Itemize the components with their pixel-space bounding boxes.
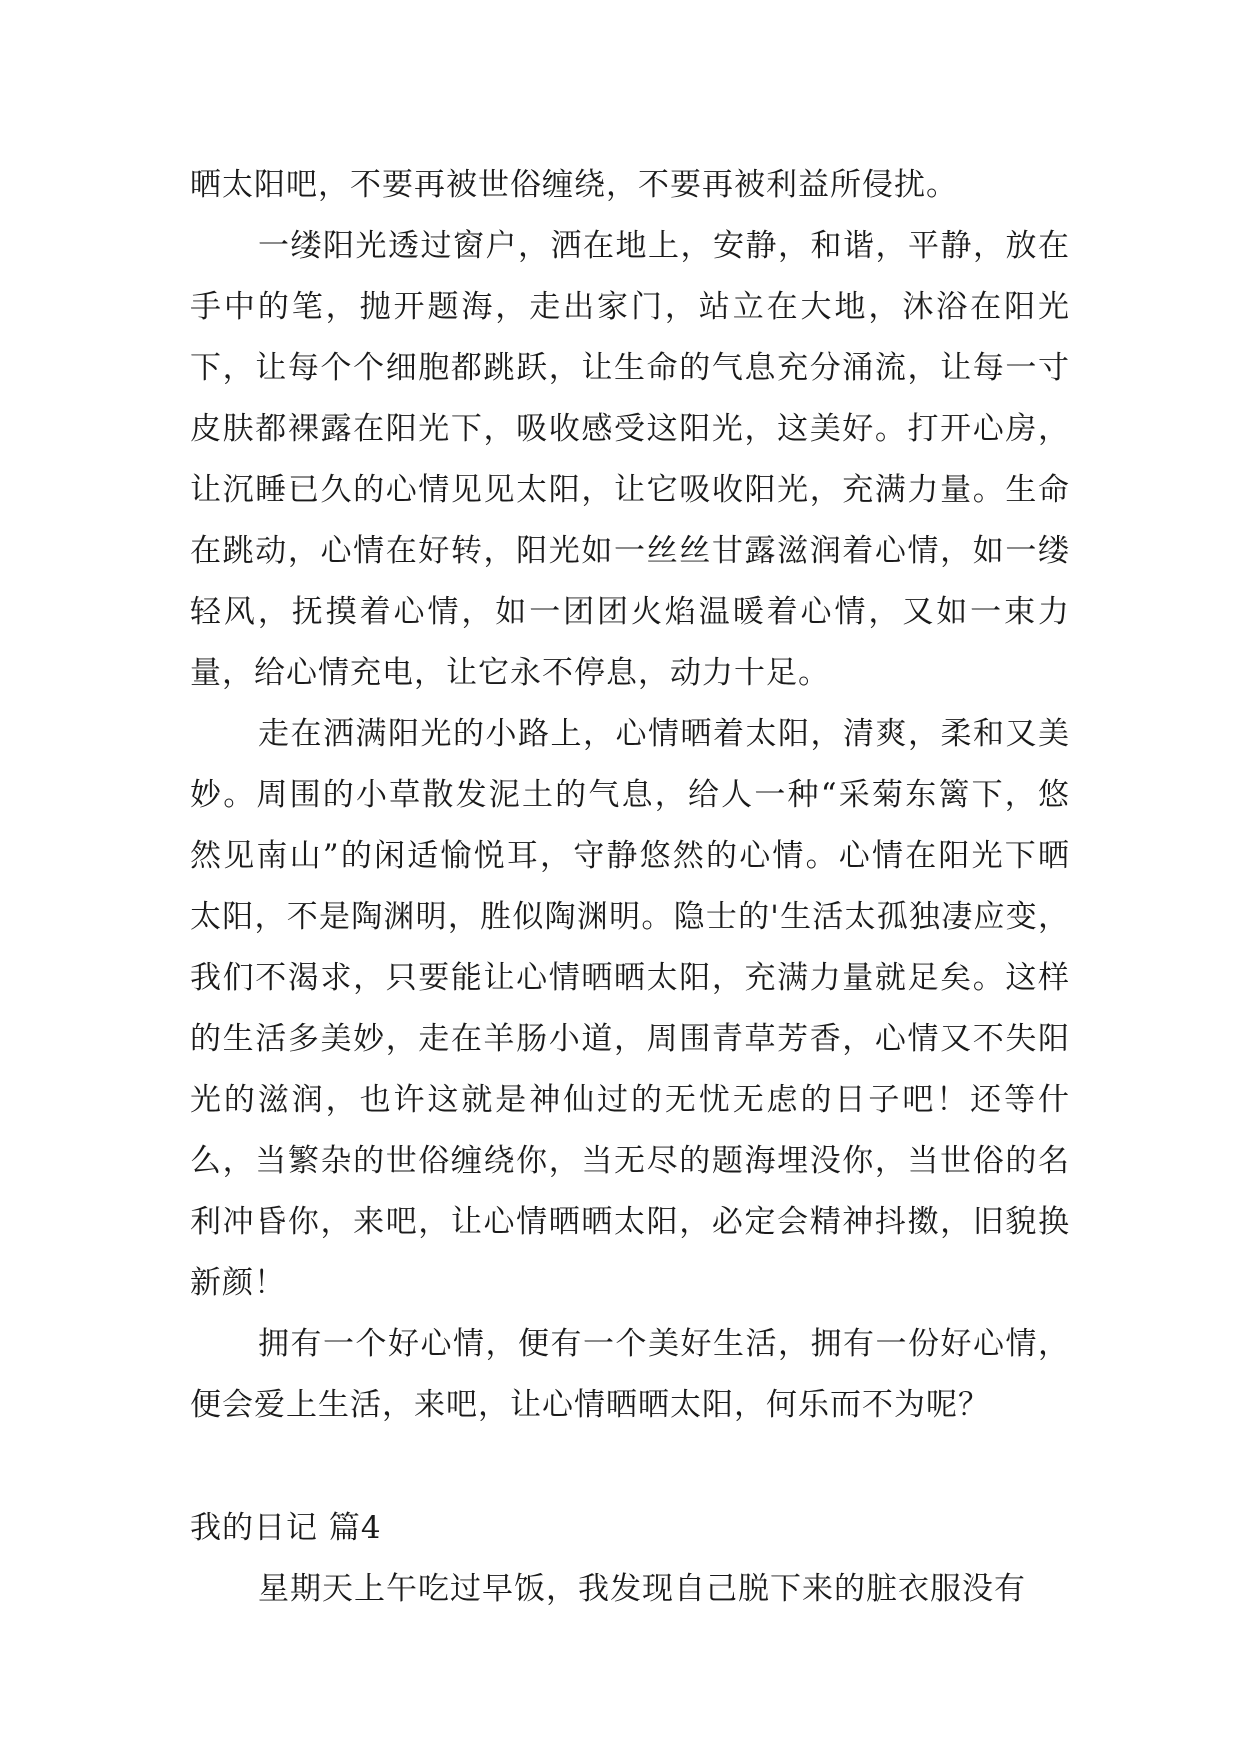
paragraph-continuation: 晒太阳吧，不要再被世俗缠绕，不要再被利益所侵扰。 <box>190 167 958 203</box>
section-heading: 我的日记 篇4 <box>190 1510 382 1546</box>
paragraph-sunny-path: 走在洒满阳光的小路上，心情晒着太阳，清爽，柔和又美妙。周围的小草散发泥土的气息，给人一种“采菊东篱下，悠然见南山”的闲适愉悦耳，守静悠然的心情。心情在阳光下晒太阳，不是陶渊明，胜似陶渊明。隐士的'生活太孤独凄应变，我们不渴求，只要能让心情晒晒太阳，充满力量就足矣。这样的生活多美妙，走在羊肠小道，周围青草芳香，心情又不失阳光的滋润，也许这就是神仙过的无忧无虑的日子吧！还等什么，当繁杂的世俗缠绕你，当无尽的题海埋没你，当世俗的名利冲昏你，来吧，让心情晒晒太阳，必定会精神抖擞，旧貌换新颜！ <box>190 716 1070 1301</box>
document-body <box>190 155 1070 1620</box>
paragraph-section-start: 星期天上午吃过早饭，我发现自己脱下来的脏衣服没有 <box>258 1571 1026 1607</box>
paragraph-good-mood: 拥有一个好心情，便有一个美好生活，拥有一份好心情，便会爱上生活，来吧，让心情晒晒太阳，何乐而不为呢？ <box>190 1326 1070 1423</box>
paragraph-sunlight-window: 一缕阳光透过窗户，洒在地上，安静，和谐，平静，放在手中的笔，抛开题海，走出家门，站立在大地，沐浴在阳光下，让每个个细胞都跳跃，让生命的气息充分涌流，让每一寸皮肤都裸露在阳光下，吸收感受这阳光，这美好。打开心房，让沉睡已久的心情见见太阳，让它吸收阳光，充满力量。生命在跳动，心情在好转，阳光如一丝丝甘露滋润着心情，如一缕轻风，抚摸着心情，如一团团火焰温暖着心情，又如一束力量，给心情充电，让它永不停息，动力十足。 <box>190 228 1070 691</box>
